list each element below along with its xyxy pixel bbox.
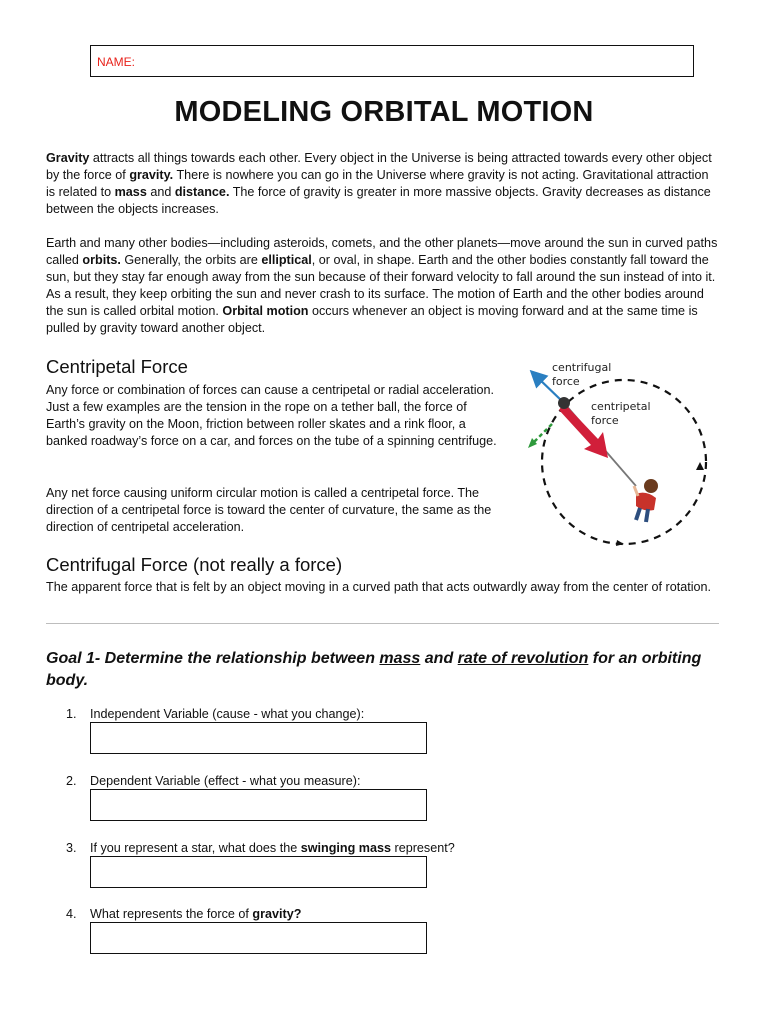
term-distance: distance. xyxy=(174,185,230,199)
term-gravity-question: gravity? xyxy=(252,907,302,921)
question-4-text: What represents the force of gravity? xyxy=(90,907,302,921)
centrifugal-heading: Centrifugal Force (not really a force) xyxy=(46,554,343,575)
orbit-direction-arrow xyxy=(696,462,704,470)
term-mass: mass xyxy=(114,185,147,199)
intro-paragraph-1: Gravity attracts all things towards each other. Every object in the Universe is being attracted towards every other object by the force of gravity. There is nowhere you can go in the Universe where gravity is not acting. Gravitational attraction is related to mass and distance. The force of gravity is greater in more massive objects. Gravity decreases as distance between the objects increases. xyxy=(46,151,712,216)
centrifugal-paragraph: The apparent force that is felt by an object moving in a curved path that acts outwardly away from the center of rotation. xyxy=(46,580,712,594)
name-field[interactable] xyxy=(90,45,694,77)
centripetal-label-line-1: centripetal xyxy=(591,400,651,413)
answer-box-1[interactable] xyxy=(90,722,427,754)
answer-box-3[interactable] xyxy=(90,856,427,888)
tether-ball xyxy=(558,397,570,409)
centrifugal-label-line-2: force xyxy=(552,375,580,388)
term-gravity: Gravity xyxy=(46,151,90,165)
goal-term-mass: mass xyxy=(379,650,421,667)
goal-heading: Goal 1- Determine the relationship between mass and rate of revolution for an orbiting body. xyxy=(46,650,702,689)
velocity-arrow xyxy=(532,424,552,444)
intro-paragraph-2: Earth and many other bodies—including asteroids, comets, and the other planets—move around the sun in curved paths called orbits. Generally, the orbits are elliptical, or oval, in shape. Earth and the other bodies constantly fall toward the sun, but they stay far enough away from the sun because of their forward velocity to fall around the sun instead of into it. As a result, they keep orbiting the sun and never crash to its surface. The motion of Earth and the other bodies around the sun is called orbital motion. Orbital motion occurs whenever an object is moving forward and at the same time is pulled by gravity toward another object. xyxy=(46,236,718,335)
centripetal-heading: Centripetal Force xyxy=(46,356,188,377)
term-orbits: orbits. xyxy=(82,253,121,267)
question-3-text: If you represent a star, what does the swinging mass represent? xyxy=(90,841,455,855)
centrifugal-label-line-1: centrifugal xyxy=(552,361,612,374)
question-number: 3. xyxy=(66,841,77,855)
question-number: 1. xyxy=(66,707,77,721)
person-figure xyxy=(634,479,658,522)
centripetal-paragraph-1: Any force or combination of forces can cause a centripetal or radial acceleration. Just a few examples are the tension in the rope on a tether ball, the force of Earth’s gravity on the Moon, friction between roller skates and a rink floor, a banked roadway’s force on a car, and forces on the tube of a spinning centrifuge. xyxy=(46,383,497,448)
centripetal-paragraph-2: Any net force causing uniform circular motion is called a centripetal force. The direction of a centripetal force is toward the center of curvature, the same as the direction of centripetal acceleration. xyxy=(46,486,492,534)
term-elliptical: elliptical xyxy=(261,253,312,267)
page-title: MODELING ORBITAL MOTION xyxy=(174,96,594,128)
orbit-direction-arrow xyxy=(616,540,624,546)
term-gravity-2: gravity. xyxy=(129,168,174,182)
section-divider xyxy=(46,623,719,624)
centripetal-label-line-2: force xyxy=(591,414,619,427)
goal-term-rate: rate of revolution xyxy=(457,650,589,667)
question-2-text: Dependent Variable (effect - what you measure): xyxy=(90,774,361,788)
term-orbital-motion: Orbital motion xyxy=(222,304,309,318)
question-1-text: Independent Variable (cause - what you change): xyxy=(90,707,365,721)
question-number: 4. xyxy=(66,907,77,921)
question-number: 2. xyxy=(66,774,77,788)
name-label: NAME: xyxy=(97,55,136,69)
answer-box-2[interactable] xyxy=(90,789,427,821)
centripetal-force-diagram xyxy=(524,358,708,554)
term-swinging-mass: swinging mass xyxy=(300,841,391,855)
answer-box-4[interactable] xyxy=(90,922,427,954)
